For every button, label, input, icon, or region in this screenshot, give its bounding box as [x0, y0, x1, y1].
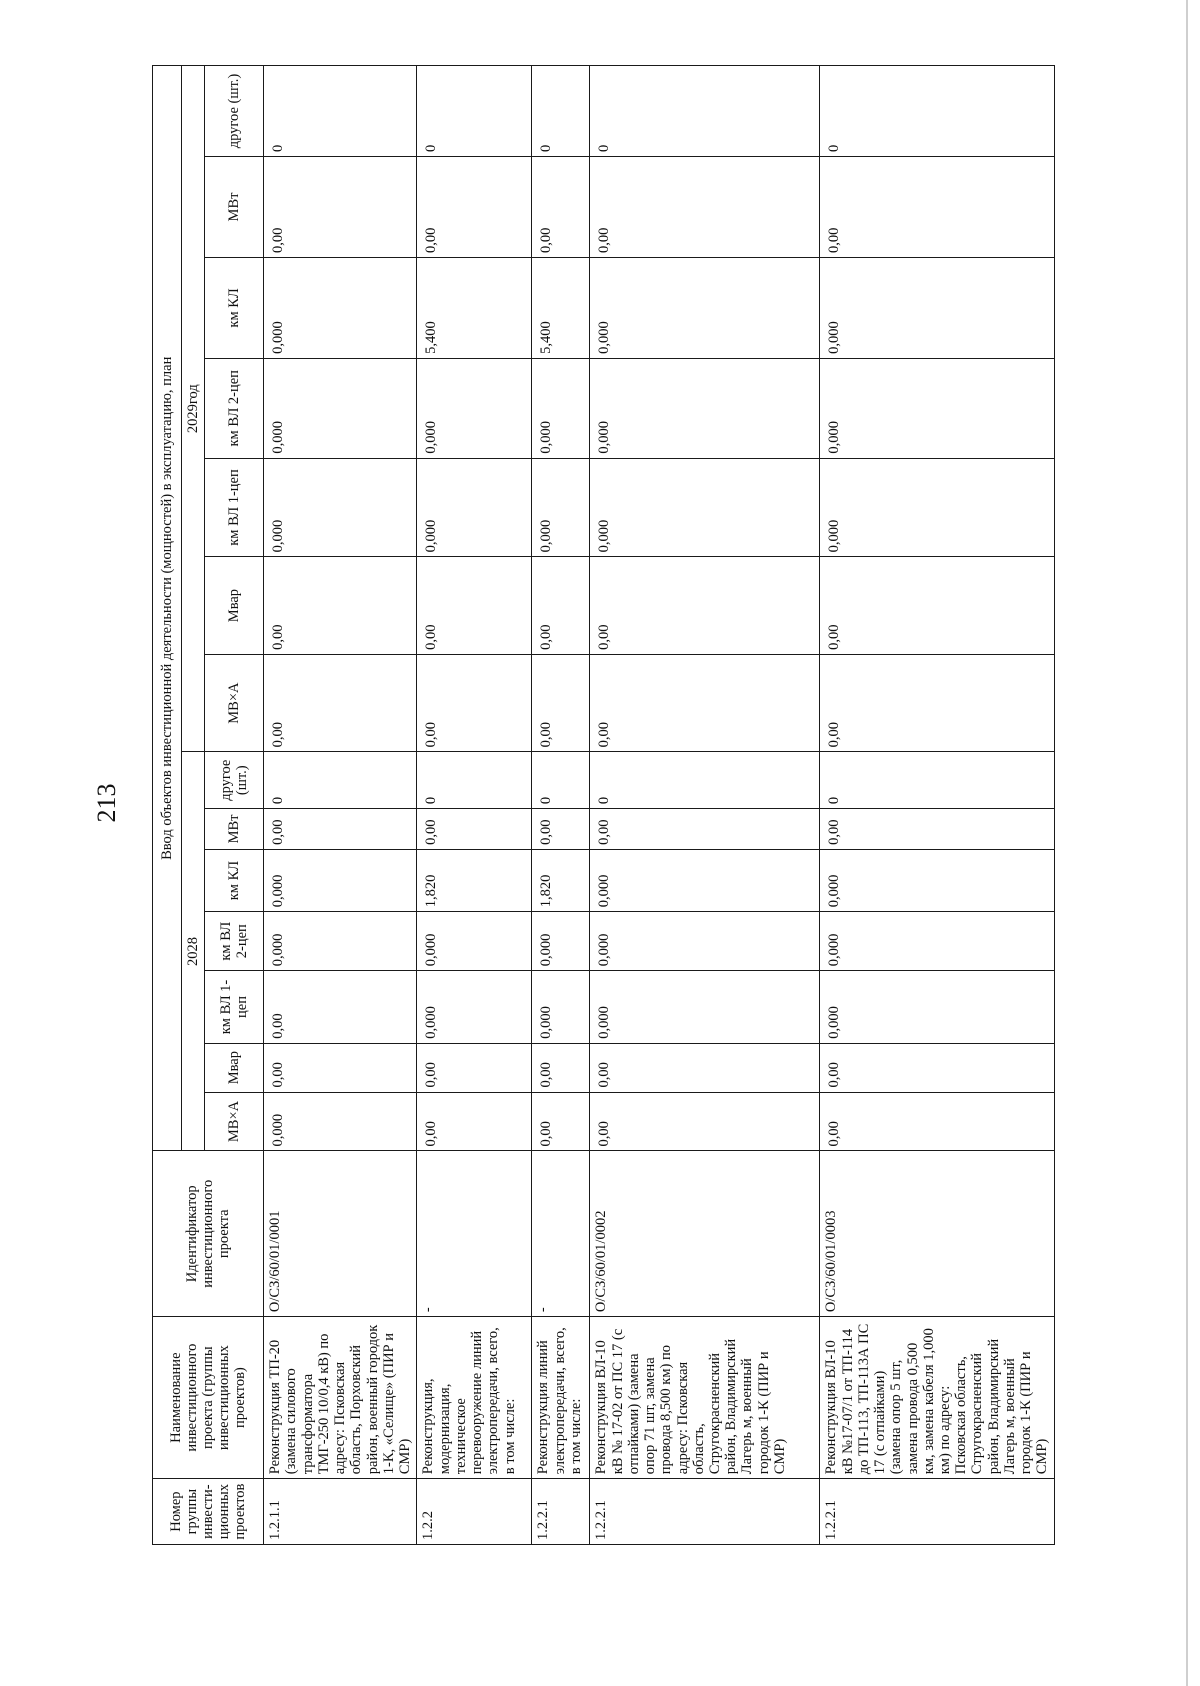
cell-group: 1.2.2.1: [820, 1479, 1055, 1545]
cell-value: 0,00: [532, 1092, 590, 1151]
cell-name: Реконструкция линий электропередачи, всего, в том числе:: [532, 1317, 590, 1479]
cell-value: 0,000: [590, 257, 820, 358]
cell-id: О/СЗ/60/01/0002: [590, 1151, 820, 1317]
cell-value: 0,00: [264, 557, 417, 655]
cell-value: 0,000: [820, 849, 1055, 911]
cell-value: 0,00: [417, 1092, 532, 1151]
cell-group: 1.2.2.1: [532, 1479, 590, 1545]
cell-value: 0,000: [264, 849, 417, 911]
table-row: [417, 66, 532, 1545]
unit-other-2028: другое (шт.): [205, 752, 264, 809]
cell-value: 0,00: [532, 557, 590, 655]
cell-name: Реконструкция, модернизация, техническое перевооружение линий электропередачи, всего, в том числе:: [417, 1317, 532, 1479]
cell-value: 0,00: [417, 654, 532, 752]
cell-value: 0,00: [820, 654, 1055, 752]
cell-value: 0,000: [820, 458, 1055, 557]
cell-value: 0: [590, 66, 820, 157]
cell-value: 0,000: [417, 458, 532, 557]
cell-value: 0,00: [820, 557, 1055, 655]
cell-value: 0,000: [264, 458, 417, 557]
header-project-name: Наименование инвестиционного проекта (группы инвестиционных проектов): [153, 1317, 264, 1479]
cell-value: 0,000: [590, 358, 820, 458]
cell-value: 0,000: [532, 971, 590, 1044]
unit-mvar-2028: Мвар: [205, 1043, 264, 1092]
cell-value: 0: [264, 66, 417, 157]
cell-name: Реконструкция ВЛ-10 кВ №17-07/1 от ТП-114 до ТП-113, ТП-113А ПС 17 (с отпайками) (замена опор 5 шт, замена провода 0,500 км, замена кабеля 1,000 км) по адресу: Псковская область, Стругокрасненский район, Владимирский Лагерь м, военный городок 1-К (ПИР и СМР): [820, 1317, 1055, 1479]
header-project-id: Идентификатор инвестиционного проекта: [153, 1151, 264, 1317]
cell-value: 0,00: [590, 809, 820, 850]
unit-mva-2029: МВ×А: [205, 654, 264, 752]
cell-value: 0: [264, 752, 417, 809]
cell-value: 0,000: [532, 358, 590, 458]
cell-value: 0,00: [532, 1043, 590, 1092]
unit-ovh1-2029: км ВЛ 1-цеп: [205, 458, 264, 557]
cell-value: 0,000: [820, 912, 1055, 971]
cell-value: 0: [417, 66, 532, 157]
cell-value: 0,00: [417, 557, 532, 655]
unit-mw-2029: МВт: [205, 157, 264, 258]
cell-value: 0,000: [820, 971, 1055, 1044]
cell-value: 0,000: [590, 458, 820, 557]
cell-value: 0,00: [590, 654, 820, 752]
cell-value: 0,00: [590, 1092, 820, 1151]
cell-id: -: [417, 1151, 532, 1317]
cell-name: Реконструкция ТП-20 (замена силового трансформатора ТМГ-250 10/0,4 кВ) по адресу: Псковская область, Порховский район, военный городок 1-К, «Селище» (ПИР и СМР): [264, 1317, 417, 1479]
cell-value: 0,000: [590, 912, 820, 971]
cell-value: 0,000: [532, 458, 590, 557]
cell-value: 0,00: [264, 809, 417, 850]
table-row: [590, 66, 820, 1545]
unit-cable-2029: км КЛ: [205, 257, 264, 358]
table-row: [264, 66, 417, 1545]
unit-mva-2028: МВ×А: [205, 1092, 264, 1151]
cell-value: 0: [532, 66, 590, 157]
cell-value: 1,820: [417, 849, 532, 911]
cell-value: 0,000: [820, 358, 1055, 458]
cell-value: 0,000: [264, 1092, 417, 1151]
cell-value: 0,000: [590, 849, 820, 911]
cell-value: 0,00: [820, 1092, 1055, 1151]
cell-value: 0,00: [417, 809, 532, 850]
cell-value: 0,00: [532, 157, 590, 258]
unit-cable-2028: км КЛ: [205, 849, 264, 911]
cell-value: 0,00: [820, 809, 1055, 850]
table-row: [820, 66, 1055, 1545]
cell-value: 0,00: [590, 1043, 820, 1092]
cell-value: 0,00: [264, 157, 417, 258]
table-row: [532, 66, 590, 1545]
cell-value: 0,00: [264, 654, 417, 752]
cell-value: 0,000: [264, 912, 417, 971]
cell-value: 0,000: [417, 358, 532, 458]
unit-other-2029: другое (шт.): [205, 66, 264, 157]
cell-value: 0: [532, 752, 590, 809]
cell-value: 0,00: [820, 157, 1055, 258]
cell-value: 0,000: [590, 971, 820, 1044]
cell-value: 0,00: [264, 1043, 417, 1092]
cell-id: -: [532, 1151, 590, 1317]
cell-value: 0: [590, 752, 820, 809]
page-number: 213: [92, 783, 121, 823]
cell-id: О/СЗ/60/01/0001: [264, 1151, 417, 1317]
cell-value: 0: [820, 752, 1055, 809]
rotated-table-canvas: [152, 65, 1192, 1545]
cell-value: 0,00: [264, 971, 417, 1044]
cell-name: Реконструкция ВЛ-10 кВ № 17-02 от ПС 17 (с отпайками) (замена опор 71 шт, замена провода 8,500 км) по адресу: Псковская область, Стругокрасненский район, Владимирский Лагерь м, военный городок 1-К (ПИР и СМР): [590, 1317, 820, 1479]
cell-value: 1,820: [532, 849, 590, 911]
cell-value: 0,000: [417, 971, 532, 1044]
unit-ovh2-2029: км ВЛ 2-цеп: [205, 358, 264, 458]
cell-value: 0,00: [820, 1043, 1055, 1092]
cell-group: 1.2.1.1: [264, 1479, 417, 1545]
cell-value: 0,00: [417, 1043, 532, 1092]
cell-value: 0: [417, 752, 532, 809]
header-group-number: Номер группы инвести-ционных проектов: [153, 1479, 264, 1545]
unit-ovh2-2028: км ВЛ 2-цеп: [205, 912, 264, 971]
cell-value: 0,00: [590, 157, 820, 258]
cell-value: 0: [820, 66, 1055, 157]
investment-table: [152, 65, 1055, 1545]
cell-value: 0,00: [532, 809, 590, 850]
cell-value: 0,000: [417, 912, 532, 971]
unit-ovh1-2028: км ВЛ 1-цеп: [205, 971, 264, 1044]
unit-mvar-2029: Мвар: [205, 557, 264, 655]
rotated-table-wrapper: [152, 65, 1192, 1545]
cell-value: 0,000: [532, 912, 590, 971]
header-year-2029: 2029год: [182, 66, 205, 752]
cell-value: 0,000: [264, 358, 417, 458]
cell-value: 5,400: [417, 257, 532, 358]
cell-value: 0,00: [532, 654, 590, 752]
cell-group: 1.2.2: [417, 1479, 532, 1545]
cell-value: 0,000: [264, 257, 417, 358]
header-commissioning: Ввод объектов инвестиционной деятельности (мощностей) в эксплуатацию, план: [153, 66, 182, 1152]
header-year-2028: 2028: [182, 752, 205, 1151]
cell-id: О/СЗ/60/01/0003: [820, 1151, 1055, 1317]
cell-group: 1.2.2.1: [590, 1479, 820, 1545]
cell-value: 0,00: [417, 157, 532, 258]
cell-value: 0,000: [820, 257, 1055, 358]
unit-mw-2028: МВт: [205, 809, 264, 850]
cell-value: 5,400: [532, 257, 590, 358]
cell-value: 0,00: [590, 557, 820, 655]
